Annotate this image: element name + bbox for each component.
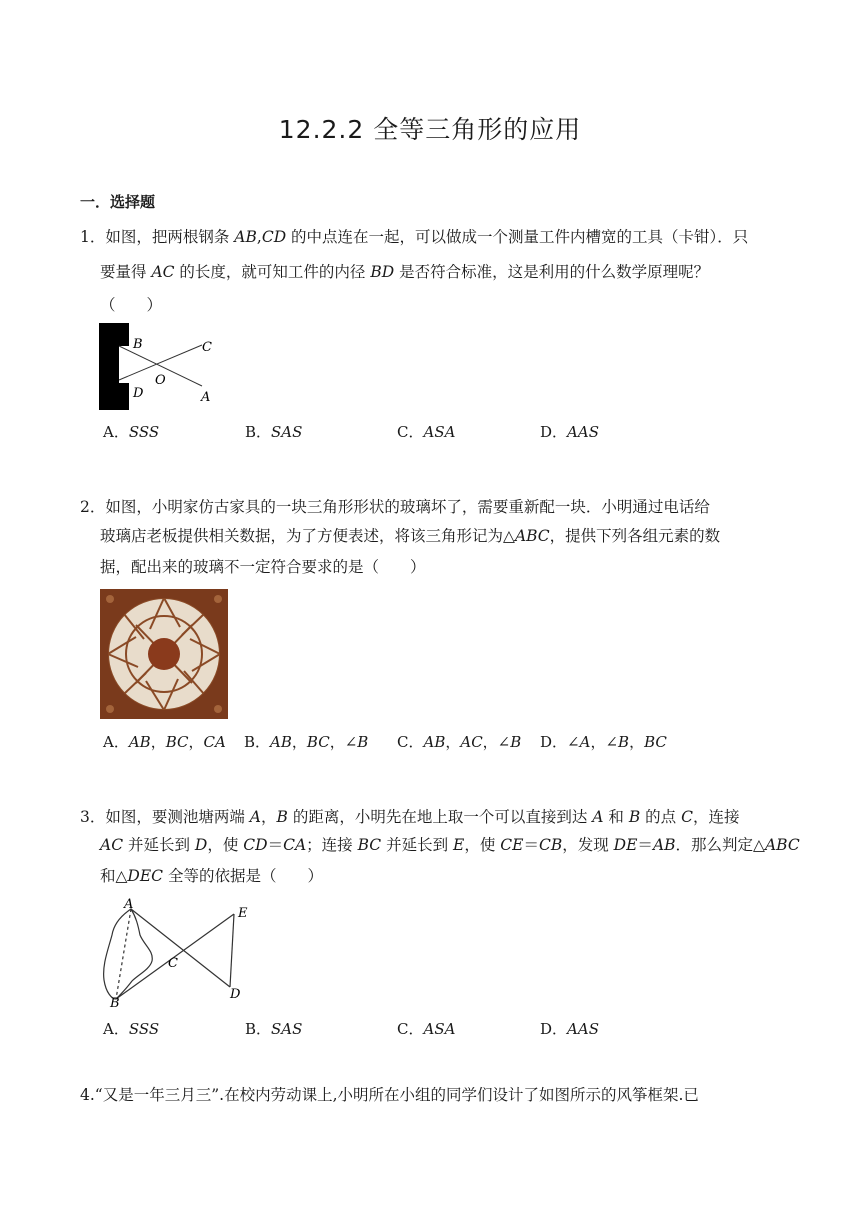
label-b: B [110, 996, 120, 1010]
pond-outline [104, 909, 153, 999]
q2-option-d[interactable]: D．∠A，∠B，BC [540, 733, 667, 751]
label-o: O [155, 373, 166, 388]
q3-option-a[interactable]: A．SSS [103, 1020, 160, 1038]
q2-line-2: 玻璃店老板提供相关数据，为了方便表述，将该三角形记为△ABC，提供下列各组元素的数 [100, 527, 721, 545]
q2-line-1: 2．如图，小明家仿古家具的一块三角形形状的玻璃坏了，需要重新配一块．小明通过电话给 [80, 498, 710, 516]
q1-option-d[interactable]: D．AAS [540, 423, 599, 441]
q2-window-photo [100, 589, 228, 719]
segment-ad [131, 909, 230, 987]
label-d: D [133, 386, 144, 401]
q2-option-b[interactable]: B．AB，BC，∠B [244, 733, 369, 751]
q1-caliper-figure [98, 322, 228, 414]
q1-option-c[interactable]: C．ASA [397, 423, 456, 441]
q1-option-a[interactable]: A．SSS [103, 423, 160, 441]
q3-option-b[interactable]: B．SAS [245, 1020, 303, 1038]
label-e: E [238, 906, 248, 921]
label-d: D [230, 987, 241, 1002]
q3-line-3: 和△DEC 全等的依据是（ ） [100, 867, 323, 885]
q3-option-c[interactable]: C．ASA [397, 1020, 456, 1038]
q2-option-c[interactable]: C．AB，AC，∠B [397, 733, 522, 751]
section-heading: 一．选择题 [80, 193, 156, 211]
q1-answer-blank: （ ） [100, 296, 163, 314]
q4-line-1: 4.“又是一年三月三”.在校内劳动课上,小明所在小组的同学们设计了如图所示的风筝框架.已 [80, 1086, 699, 1104]
q2-option-a[interactable]: A．AB，BC，CA [103, 733, 226, 751]
page-title: 12.2.2 全等三角形的应用 [278, 115, 582, 144]
label-c: C [202, 340, 212, 355]
label-a: A [124, 897, 134, 912]
label-c: C [168, 956, 178, 971]
q3-line-1: 3．如图，要测池塘两端 A，B 的距离，小明先在地上取一个可以直接到达 A 和 B 的点 C，连接 [80, 808, 740, 826]
segment-ed [230, 914, 234, 987]
q3-pond-figure [96, 895, 256, 1010]
workpiece-shape [99, 323, 129, 410]
label-a: A [201, 390, 211, 405]
q1-option-b[interactable]: B．SAS [245, 423, 303, 441]
q3-option-d[interactable]: D．AAS [540, 1020, 599, 1038]
q1-line-2: 要量得 AC 的长度，就可知工件的内径 BD 是否符合标准，这是利用的什么数学原理呢？ [100, 263, 710, 281]
label-b: B [133, 337, 143, 352]
q1-line-1: 1．如图，把两根钢条 AB,CD 的中点连在一起，可以做成一个测量工件内槽宽的工具（卡钳）．只 [80, 228, 749, 246]
q2-line-3: 据，配出来的玻璃不一定符合要求的是（ ） [100, 558, 426, 576]
q3-line-2: AC 并延长到 D，使 CD＝CA；连接 BC 并延长到 E，使 CE＝CB，发现 DE＝AB．那么判定△ABC [100, 836, 800, 854]
